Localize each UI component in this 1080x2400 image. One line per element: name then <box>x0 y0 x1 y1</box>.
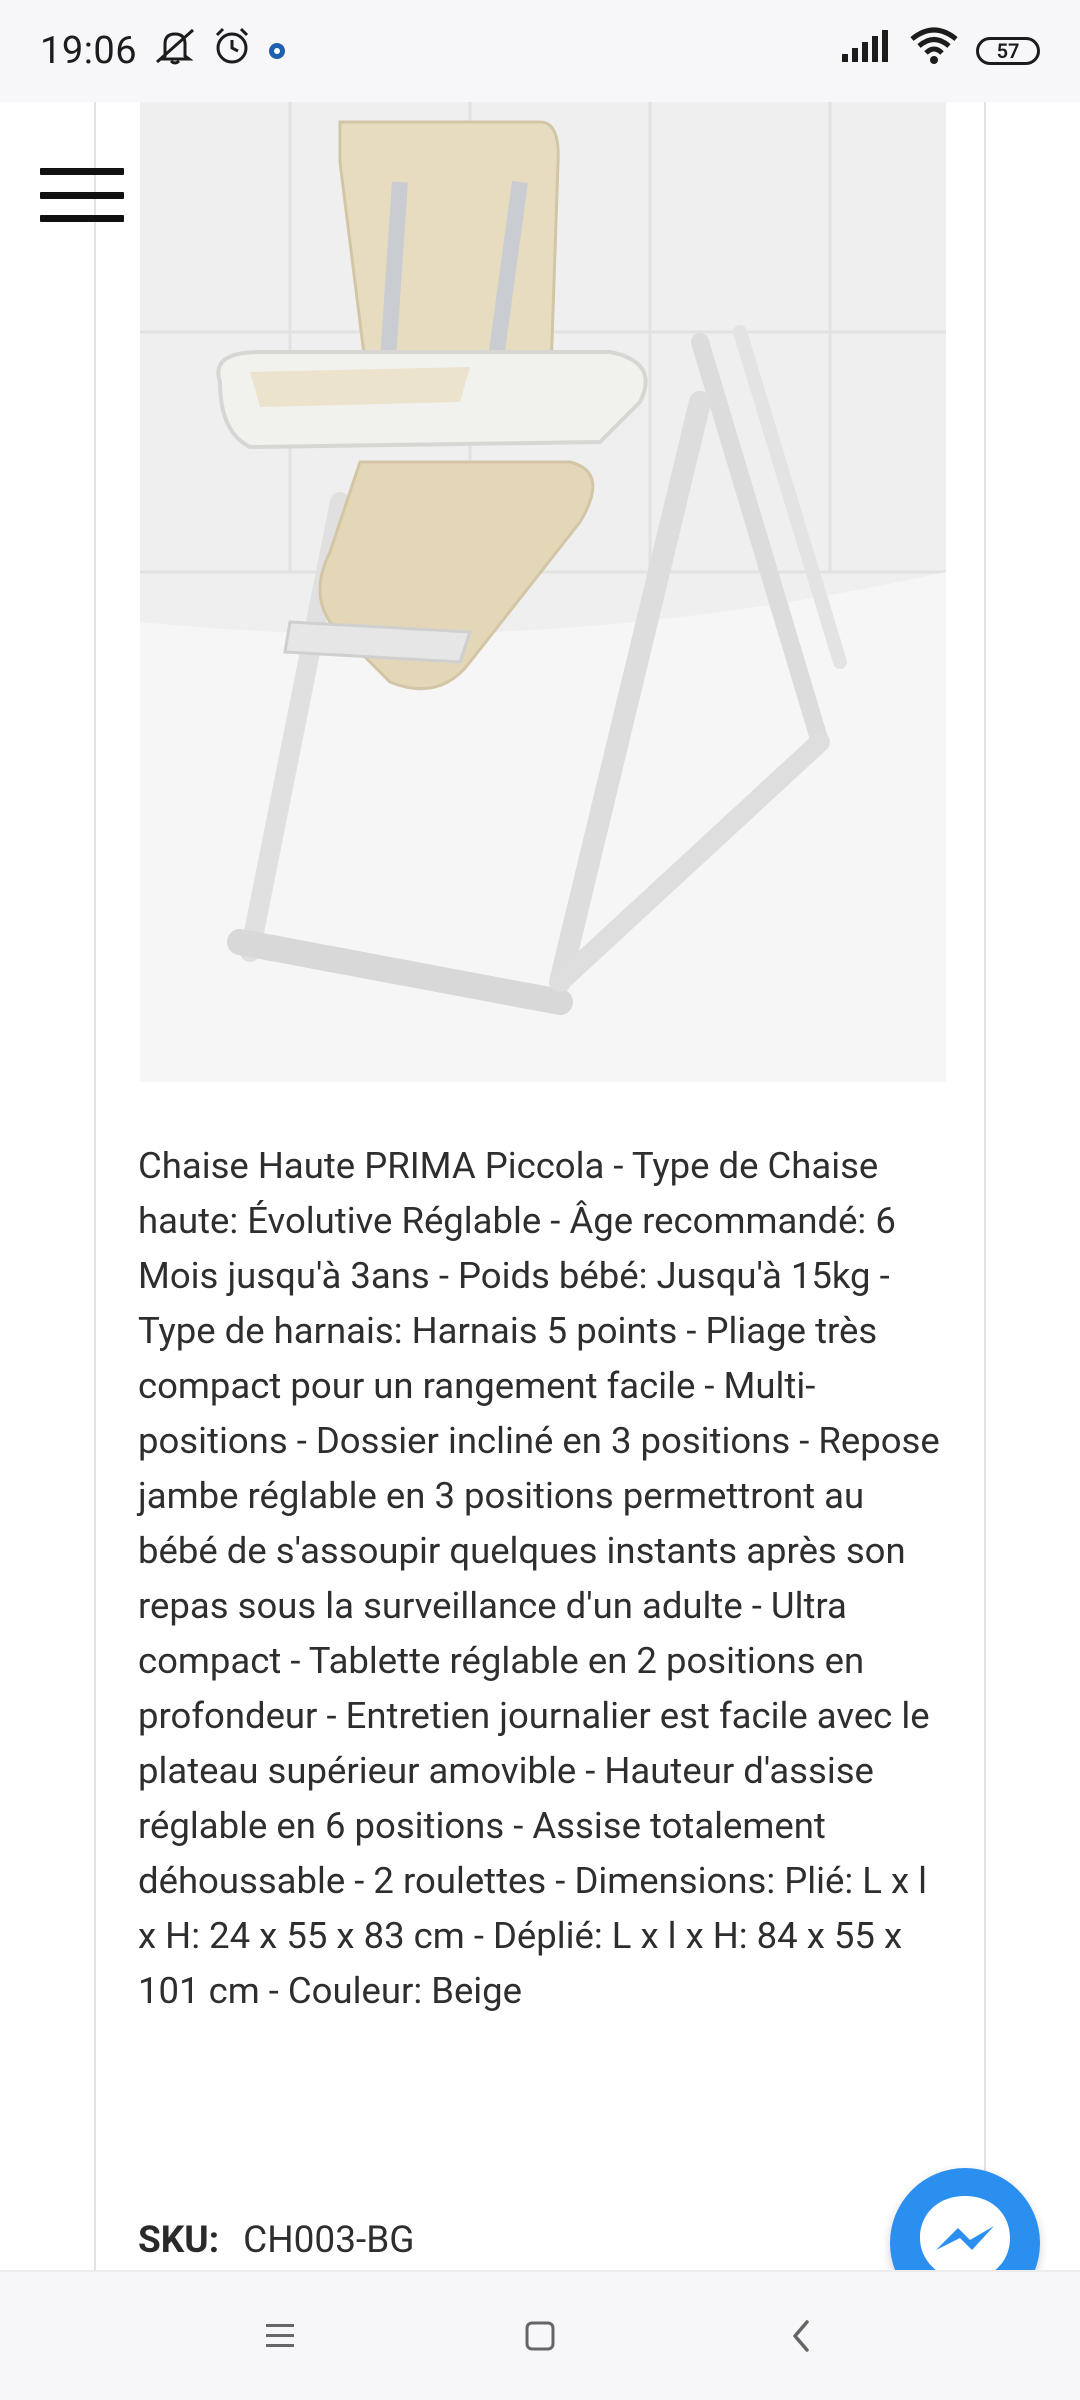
recent-apps-button[interactable] <box>240 2296 320 2376</box>
alarm-icon <box>211 25 253 77</box>
menu-lines-icon <box>262 2321 298 2351</box>
signal-icon <box>840 28 892 74</box>
home-button[interactable] <box>500 2296 580 2376</box>
sku-row <box>138 2219 414 2262</box>
menu-button[interactable] <box>40 168 124 222</box>
product-description: Chaise Haute PRIMA Piccola - Type de Chaise haute: Évolutive Réglable - Âge recommandé: 6 Mois jusqu'à 3ans - Poids bébé: Jusqu'à 15kg - Type de harnais: Harnais 5 points - Pliage très compact pour un rangement facile - Multi-positions - Dossier incliné en 3 positions - Repose jambe réglable en 3 positions permettront au bébé de s'assoupir quelques instants après son repas sous la surveillance d'un adulte - Ultra compact - Tablette réglable en 2 positions en profondeur - Entretien journalier est facile avec le plateau supérieur amovible - Hauteur d'assise réglable en 6 positions - Assise totalement déhoussable - 2 roulettes - Dimensions: Plié: L x l x H: 24 x 55 x 83 cm - Déplié: L x l x H: 84 x 55 x 101 cm - Couleur: Beige <box>138 1144 940 2012</box>
home-square-icon <box>523 2319 557 2353</box>
product-page <box>0 102 1080 2270</box>
hamburger-line <box>40 168 124 175</box>
hamburger-line <box>40 215 124 222</box>
status-time: 19:06 <box>40 29 138 73</box>
status-bar <box>0 0 1080 102</box>
system-nav-bar <box>0 2270 1080 2400</box>
back-button[interactable] <box>760 2296 840 2376</box>
wifi-icon <box>910 27 958 75</box>
battery-icon: 57 <box>976 37 1040 65</box>
hamburger-line <box>40 192 124 199</box>
back-chevron-icon <box>785 2316 815 2356</box>
product-image[interactable] <box>140 102 946 1082</box>
sku-label: SKU: <box>138 2219 220 2262</box>
mute-icon <box>151 26 199 76</box>
sku-value: CH003-BG <box>243 2219 415 2262</box>
app-notification-icon <box>265 29 289 73</box>
